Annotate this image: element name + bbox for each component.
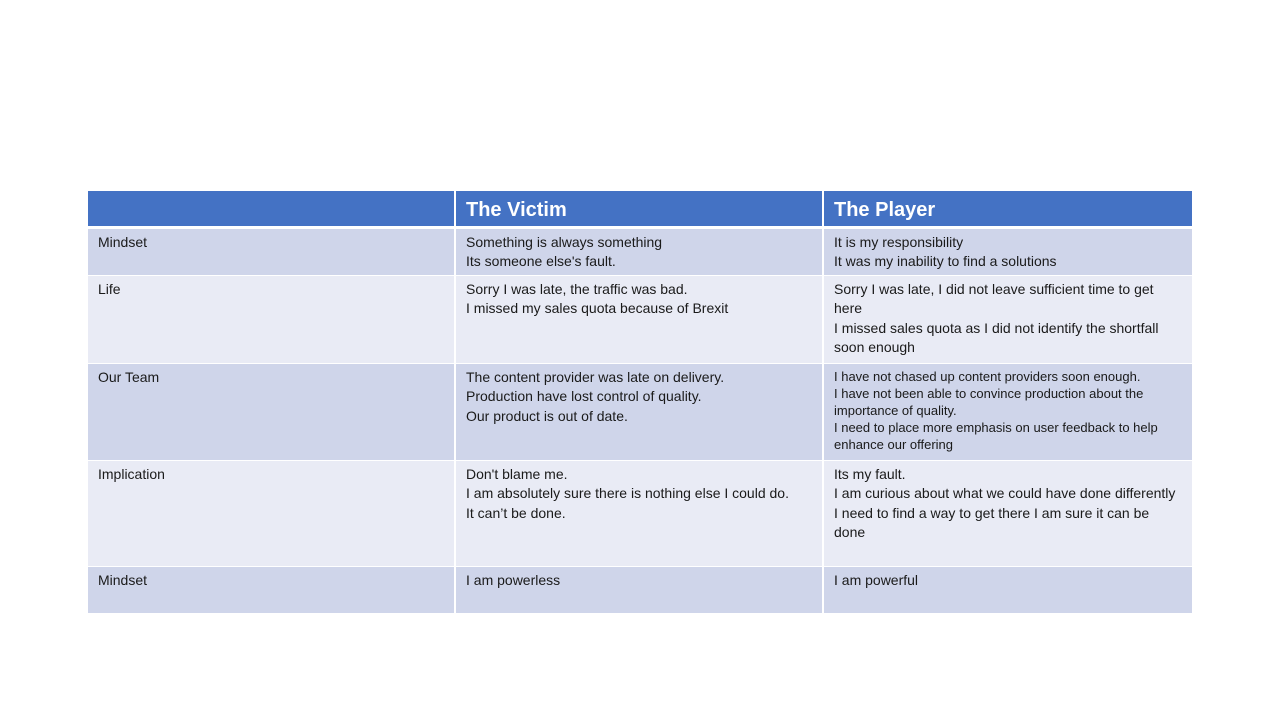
player-cell — [824, 364, 1192, 461]
player-line: It is my responsibility — [834, 234, 964, 250]
victim-cell — [456, 229, 824, 276]
victim-line: Don't blame me. — [466, 466, 568, 482]
player-line: Sorry I was late, I did not leave sufficient time to get here — [834, 281, 1154, 317]
victim-line: I missed my sales quota because of Brexit — [466, 300, 729, 317]
victim-line: The content provider was late on delivery. — [466, 369, 725, 385]
player-line: I have not been able to convince production about the importance of quality. — [834, 386, 1144, 418]
victim-line: Production have lost control of quality. — [466, 388, 702, 405]
victim-line: Sorry I was late, the traffic was bad. — [466, 281, 688, 297]
comparison-table — [88, 191, 1192, 614]
player-cell — [824, 567, 1192, 614]
player-cell — [824, 229, 1192, 276]
player-line: I have not chased up content providers soon enough. — [834, 369, 1141, 384]
player-line: I am powerful — [834, 572, 919, 588]
victim-cell — [456, 461, 824, 567]
victim-cell — [456, 276, 824, 364]
player-line: I need to place more emphasis on user feedback to help enhance our offering — [834, 420, 1158, 452]
row-label: Life — [88, 276, 456, 364]
victim-line: Our product is out of date. — [466, 407, 628, 424]
player-line: I missed sales quota as I did not identify the shortfall soon enough — [834, 319, 1159, 355]
row-label: Mindset — [88, 567, 456, 614]
row-label: Implication — [88, 461, 456, 567]
header-cell-empty — [88, 191, 456, 229]
victim-line: Something is always something — [466, 234, 663, 250]
victim-cell — [456, 364, 824, 461]
row-label: Mindset — [88, 229, 456, 276]
row-label: Our Team — [88, 364, 456, 461]
player-cell — [824, 461, 1192, 567]
victim-line: I am absolutely sure there is nothing else I could do. — [466, 485, 789, 502]
header-cell-victim: The Victim — [456, 191, 824, 229]
player-line: It was my inability to find a solutions — [834, 253, 1057, 270]
victim-line: I am powerless — [466, 572, 561, 588]
header-cell-player: The Player — [824, 191, 1192, 229]
player-line: Its my fault. — [834, 466, 906, 482]
victim-line: Its someone else's fault. — [466, 253, 616, 270]
player-cell — [824, 276, 1192, 364]
player-line: I am curious about what we could have done differently — [834, 485, 1176, 502]
victim-cell — [456, 567, 824, 614]
victim-line: It can’t be done. — [466, 504, 566, 521]
player-line: I need to find a way to get there I am sure it can be done — [834, 504, 1150, 540]
